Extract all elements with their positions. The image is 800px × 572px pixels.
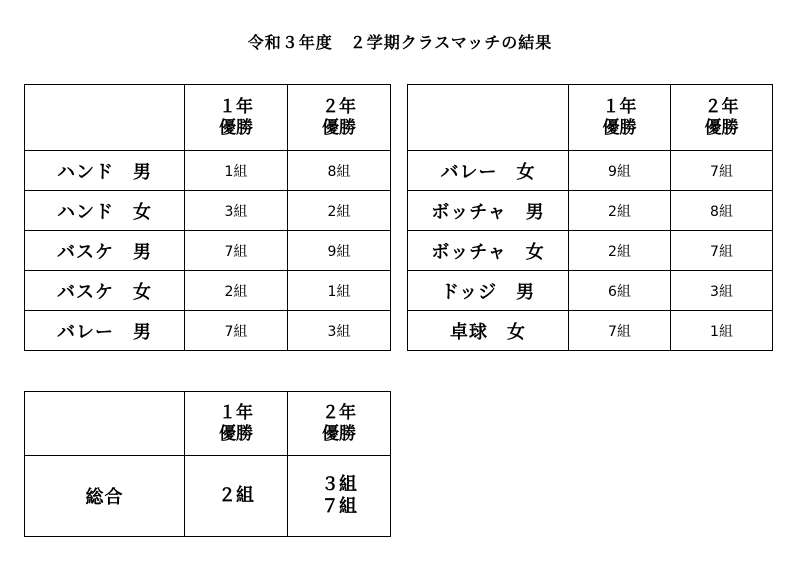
grade1-winner: 2組: [569, 191, 671, 231]
event-label: ドッジ 男: [408, 271, 569, 311]
header-grade1-line1: １年: [602, 96, 637, 117]
event-label: バレー 女: [408, 151, 569, 191]
grade1-winner: 7組: [185, 311, 288, 351]
grade2-winner: 1組: [671, 311, 773, 351]
header-grade1-line2: 優勝: [219, 423, 253, 444]
header-grade1: [569, 85, 671, 151]
event-label: ハンド 男: [25, 151, 185, 191]
table-row: [25, 151, 391, 191]
grade1-winner: 1組: [185, 151, 288, 191]
total-row: [25, 456, 391, 537]
grade2-winner: 9組: [288, 231, 391, 271]
results-table-left: [24, 84, 391, 351]
table-row: [408, 151, 773, 191]
table-row: [25, 231, 391, 271]
table-row: [408, 271, 773, 311]
header-grade2-line2: 優勝: [704, 117, 739, 138]
header-grade1-line2: 優勝: [219, 117, 253, 138]
header-grade1-line2: 優勝: [602, 117, 637, 138]
grade2-winner: 7組: [671, 151, 773, 191]
event-label: 卓球 女: [408, 311, 569, 351]
table-row: [408, 311, 773, 351]
event-label: バスケ 女: [25, 271, 185, 311]
header-row: [25, 392, 391, 456]
header-grade2-line1: ２年: [704, 96, 739, 117]
grade1-winner: 6組: [569, 271, 671, 311]
header-grade2-line2: 優勝: [322, 423, 356, 444]
header-grade1: [185, 392, 288, 456]
total-label: 総合: [25, 456, 185, 537]
table-row: [25, 311, 391, 351]
header-blank: [25, 85, 185, 151]
event-label: ハンド 女: [25, 191, 185, 231]
page-title: 令和３年度 ２学期クラスマッチの結果: [247, 33, 553, 52]
header-grade2-line2: 優勝: [322, 117, 356, 138]
header-grade2-line1: ２年: [322, 402, 356, 423]
header-blank: [25, 392, 185, 456]
total-grade1-winner: ２組: [185, 456, 288, 537]
header-blank: [408, 85, 569, 151]
grade2-winner: 7組: [671, 231, 773, 271]
header-row: [408, 85, 773, 151]
grade1-winner: 2組: [569, 231, 671, 271]
grade1-winner: 7組: [185, 231, 288, 271]
header-grade1: [185, 85, 288, 151]
grade1-winner: 2組: [185, 271, 288, 311]
grade2-winner: 8組: [671, 191, 773, 231]
header-row: [25, 85, 391, 151]
header-grade2-line1: ２年: [322, 96, 356, 117]
results-table-right: [407, 84, 773, 351]
event-label: ボッチャ 女: [408, 231, 569, 271]
grade1-winner: 3組: [185, 191, 288, 231]
overall-results-table: [24, 391, 391, 537]
header-grade2: [288, 85, 391, 151]
header-grade1-line1: １年: [219, 96, 253, 117]
header-grade1-line1: １年: [219, 402, 253, 423]
event-label: ボッチャ 男: [408, 191, 569, 231]
grade2-winner: 1組: [288, 271, 391, 311]
total-grade2-winner-line2: ７組: [321, 496, 357, 517]
grade1-winner: 7組: [569, 311, 671, 351]
total-grade2-winner: [288, 456, 391, 537]
table-row: [25, 271, 391, 311]
event-label: バレー 男: [25, 311, 185, 351]
grade2-winner: 3組: [671, 271, 773, 311]
grade2-winner: 8組: [288, 151, 391, 191]
grade2-winner: 2組: [288, 191, 391, 231]
table-row: [25, 191, 391, 231]
grade1-winner: 9組: [569, 151, 671, 191]
table-row: [408, 231, 773, 271]
grade2-winner: 3組: [288, 311, 391, 351]
table-row: [408, 191, 773, 231]
header-grade2: [671, 85, 773, 151]
event-label: バスケ 男: [25, 231, 185, 271]
total-grade2-winner-line1: ３組: [321, 474, 357, 495]
header-grade2: [288, 392, 391, 456]
